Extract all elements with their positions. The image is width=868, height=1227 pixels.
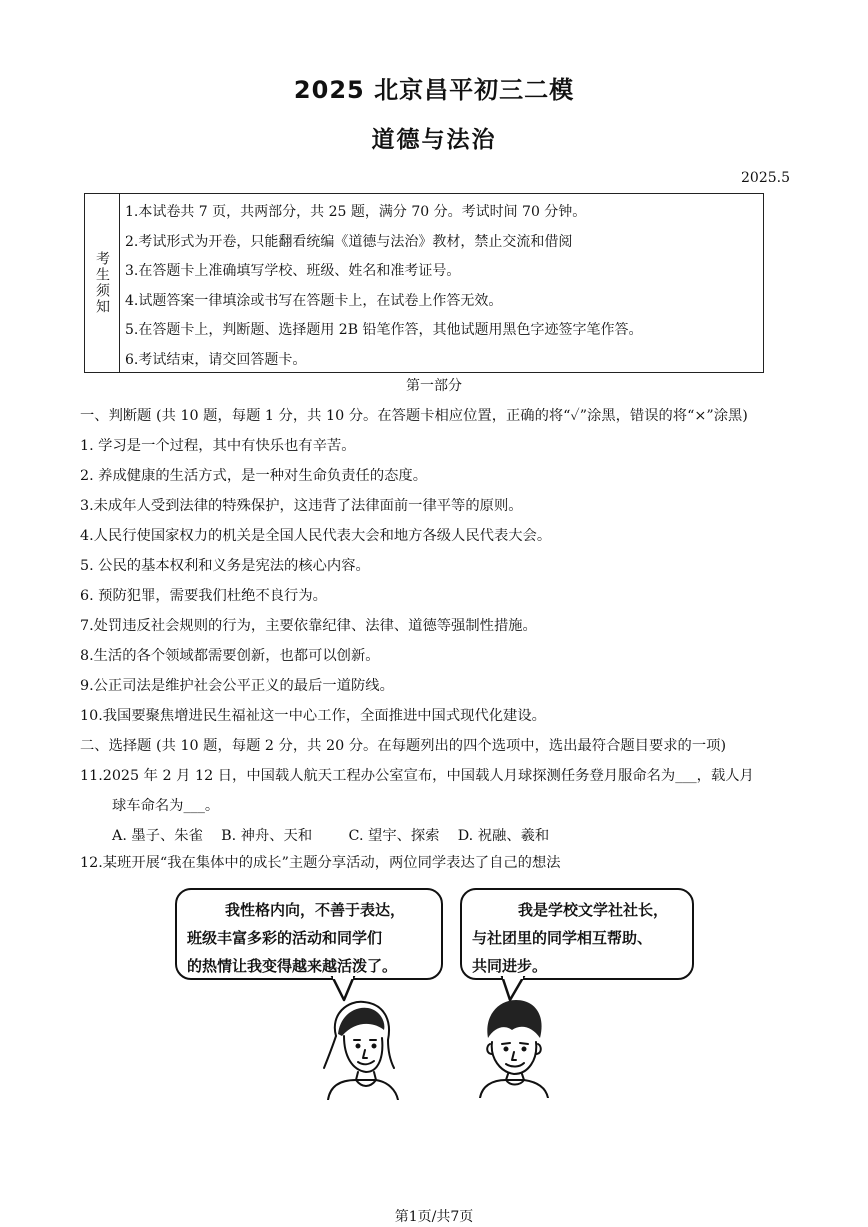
- girl-student-illustration: [318, 996, 404, 1100]
- bubble-text: 共同进步。: [472, 957, 548, 975]
- judge-question: 7.处罚违反社会规则的行为，主要依靠纪律、法律、道德等强制性措施。: [80, 618, 537, 634]
- bubble-text: 班级丰富多彩的活动和同学们: [187, 929, 383, 947]
- judge-question: 8.生活的各个领域都需要创新，也都可以创新。: [80, 648, 380, 664]
- boy-student-illustration: [476, 994, 556, 1098]
- notice-label: 考生须知: [94, 251, 110, 315]
- page-footer: 第1页/共7页: [394, 1209, 474, 1225]
- speech-bubble-left: [175, 888, 443, 980]
- notice-item: 6.考试结束，请交回答题卡。: [125, 351, 307, 368]
- notice-item: 1.本试卷共 7 页，共两部分，共 25 题，满分 70 分。考试时间 70 分钟。: [125, 204, 587, 220]
- speech-bubble-right: [460, 888, 694, 980]
- judge-section-header: 一、判断题 (共 10 题，每题 1 分，共 10 分。在答题卡相应位置，正确的将“✓”涂黑，错误的将“×”涂黑): [80, 408, 748, 424]
- bubble-text: 我性格内向，不善于表达，: [225, 901, 406, 919]
- judge-question: 10.我国要聚焦增进民生福祉这一中心工作，全面推进中国式现代化建设。: [80, 708, 546, 724]
- judge-question: 3.未成年人受到法律的特殊保护，这违背了法律面前一律平等的原则。: [80, 498, 523, 514]
- bubble-text: 与社团里的同学相互帮助、: [472, 929, 653, 947]
- notice-item: 4.试题答案一律填涂或书写在答题卡上，在试卷上作答无效。: [125, 292, 503, 309]
- exam-date: 2025.5: [741, 170, 790, 186]
- question-11-continued: 球车命名为___。: [112, 798, 220, 814]
- notice-item: 5.在答题卡上，判断题、选择题用 2B 铅笔作答，其他试题用黑色字迹签字笔作答。: [125, 322, 643, 338]
- notice-list: [125, 198, 757, 375]
- judge-question: 9.公正司法是维护社会公平正义的最后一道防线。: [80, 678, 394, 694]
- question-11-options: A. 墨子、朱雀 B. 神舟、天和 C. 望宇、探索 D. 祝融、羲和: [112, 828, 550, 844]
- bubble-text: 的热情让我变得越来越活泼了。: [187, 957, 398, 975]
- part-one-title: 第一部分: [406, 378, 462, 394]
- notice-label-cell: [85, 194, 120, 372]
- notice-box: [84, 193, 764, 373]
- bubble-text: 我是学校文学社社长，: [518, 901, 669, 919]
- question-12: 12.某班开展“我在集体中的成长”主题分享活动，两位同学表达了自己的想法: [80, 855, 561, 871]
- question-11: 11.2025 年 2 月 12 日，中国载人航天工程办公室宣布，中国载人月球探测任务登月服命名为___，载人月: [80, 768, 754, 784]
- judge-question: 1. 学习是一个过程，其中有快乐也有辛苦。: [80, 438, 356, 454]
- judge-question: 6. 预防犯罪，需要我们杜绝不良行为。: [80, 588, 327, 604]
- judge-question: 5. 公民的基本权利和义务是宪法的核心内容。: [80, 558, 370, 574]
- notice-item: 3.在答题卡上准确填写学校、班级、姓名和准考证号。: [125, 263, 461, 279]
- notice-item: 2.考试形式为开卷，只能翻看统编《道德与法治》教材，禁止交流和借阅: [125, 233, 573, 250]
- judge-question: 2. 养成健康的生活方式，是一种对生命负责任的态度。: [80, 468, 428, 484]
- subject-title: 道德与法治: [371, 127, 497, 153]
- exam-title: 2025 北京昌平初三二模: [293, 76, 575, 104]
- choice-section-header: 二、选择题 (共 10 题，每题 2 分，共 20 分。在每题列出的四个选项中，选出最符合题目要求的一项): [80, 738, 727, 754]
- judge-question: 4.人民行使国家权力的机关是全国人民代表大会和地方各级人民代表大会。: [80, 528, 552, 544]
